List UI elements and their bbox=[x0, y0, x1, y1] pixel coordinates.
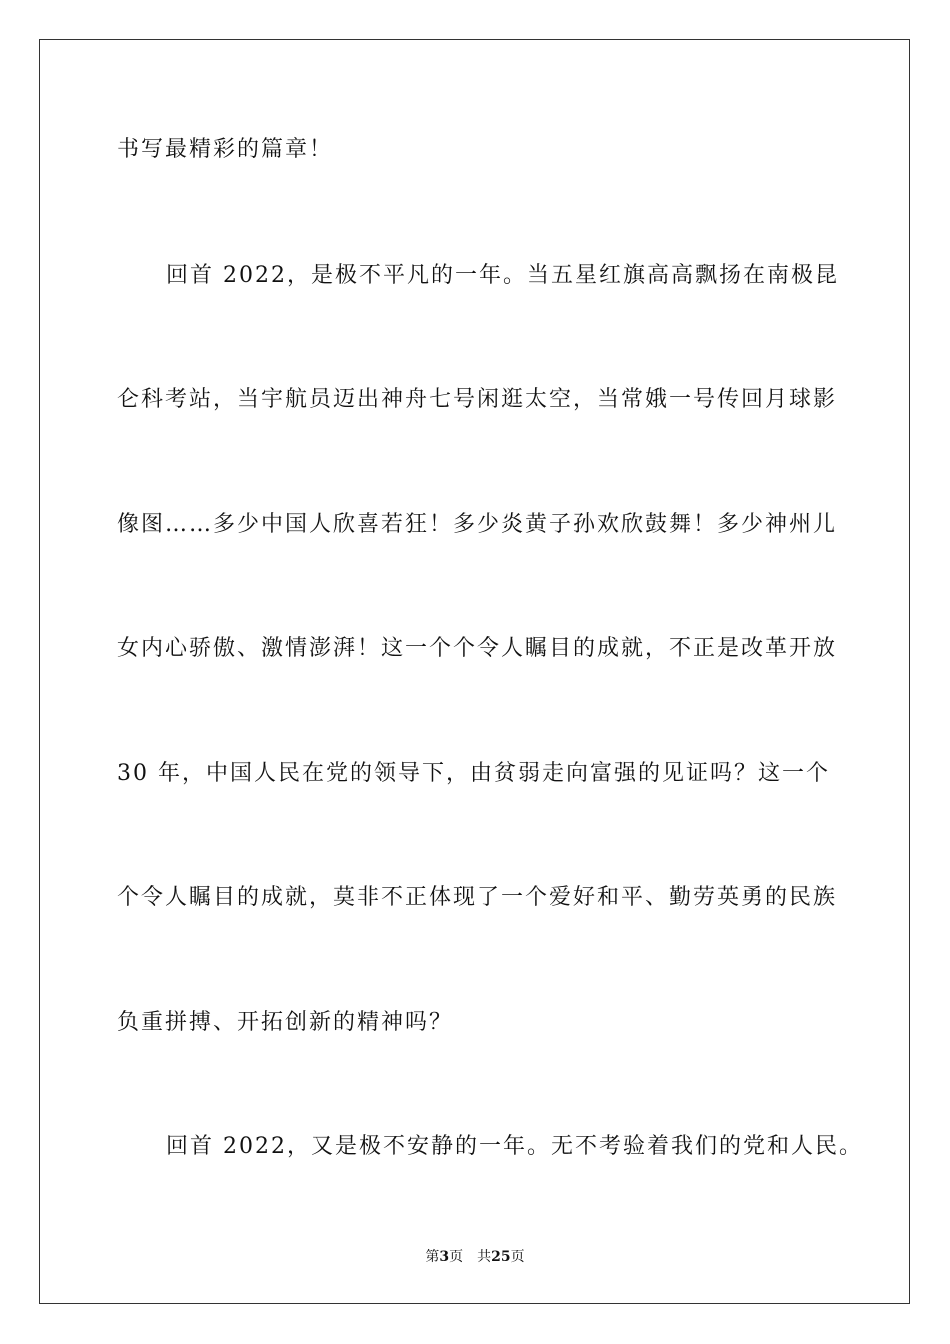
text-line-9: 回首 2022，又是极不安静的一年。无不考验着我们的党和人民。 bbox=[166, 1134, 863, 1159]
text-line-3: 仑科考站，当宇航员迈出神舟七号闲逛太空，当常娥一号传回月球影 bbox=[117, 387, 838, 412]
total-prefix: 共 bbox=[477, 1249, 492, 1265]
text-line-7: 个令人瞩目的成就，莫非不正体现了一个爱好和平、勤劳英勇的民族 bbox=[117, 885, 838, 910]
text-line-1: 书写最精彩的篇章！ bbox=[117, 137, 334, 162]
page-prefix: 第 bbox=[425, 1249, 440, 1265]
total-suffix: 页 bbox=[510, 1249, 525, 1265]
page-footer bbox=[0, 1248, 950, 1266]
total-pages: 25 bbox=[491, 1249, 511, 1265]
page-suffix: 页 bbox=[449, 1249, 464, 1265]
text-line-8: 负重拼搏、开拓创新的精神吗？ bbox=[117, 1010, 454, 1035]
text-line-2: 回首 2022，是极不平凡的一年。当五星红旗高高飘扬在南极昆 bbox=[166, 263, 839, 288]
page-number: 3 bbox=[439, 1249, 450, 1265]
page-border bbox=[39, 39, 910, 1304]
text-line-5: 女内心骄傲、激情澎湃！这一个个令人瞩目的成就，不正是改革开放 bbox=[117, 636, 838, 661]
text-line-6: 30 年，中国人民在党的领导下，由贫弱走向富强的见证吗？这一个 bbox=[117, 761, 830, 786]
text-line-4: 像图……多少中国人欣喜若狂！多少炎黄子孙欢欣鼓舞！多少神州儿 bbox=[117, 512, 838, 537]
